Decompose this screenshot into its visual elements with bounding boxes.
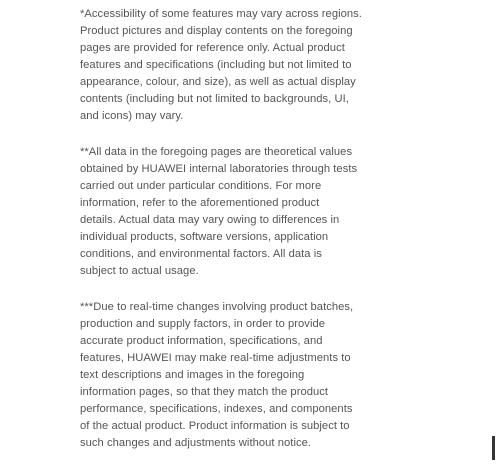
- disclaimer-section: [80, 6, 368, 471]
- disclaimer-paragraph-realtime-changes: ***Due to real-time changes involving product batches, production and supply factors, in order to provide accurate product information, specifications, and features, HUAWEI may make real-time adjustments to text descriptions and images in the foregoing information pages, so that they match the product performance, specifications, indexes, and components of the actual product. Product information is subject to such changes and adjustments without notice.: [80, 301, 354, 449]
- disclaimer-paragraph-accessibility: *Accessibility of some features may vary across regions. Product pictures and display contents on the foregoing pages are provided for reference only. Actual product features and specifications (including but not limited to appearance, colour, and size), as well as actual display contents (including but not limited to backgrounds, UI, and icons) may vary.: [80, 8, 362, 122]
- disclaimer-paragraph-data: **All data in the foregoing pages are theoretical values obtained by HUAWEI internal laboratories through tests carried out under particular conditions. For more information, refer to the aforementioned product details. Actual data may vary owing to differences in individual products, software versions, application conditions, and environmental factors. All data is subject to actual usage.: [80, 146, 358, 277]
- scrollbar-thumb[interactable]: [492, 436, 495, 460]
